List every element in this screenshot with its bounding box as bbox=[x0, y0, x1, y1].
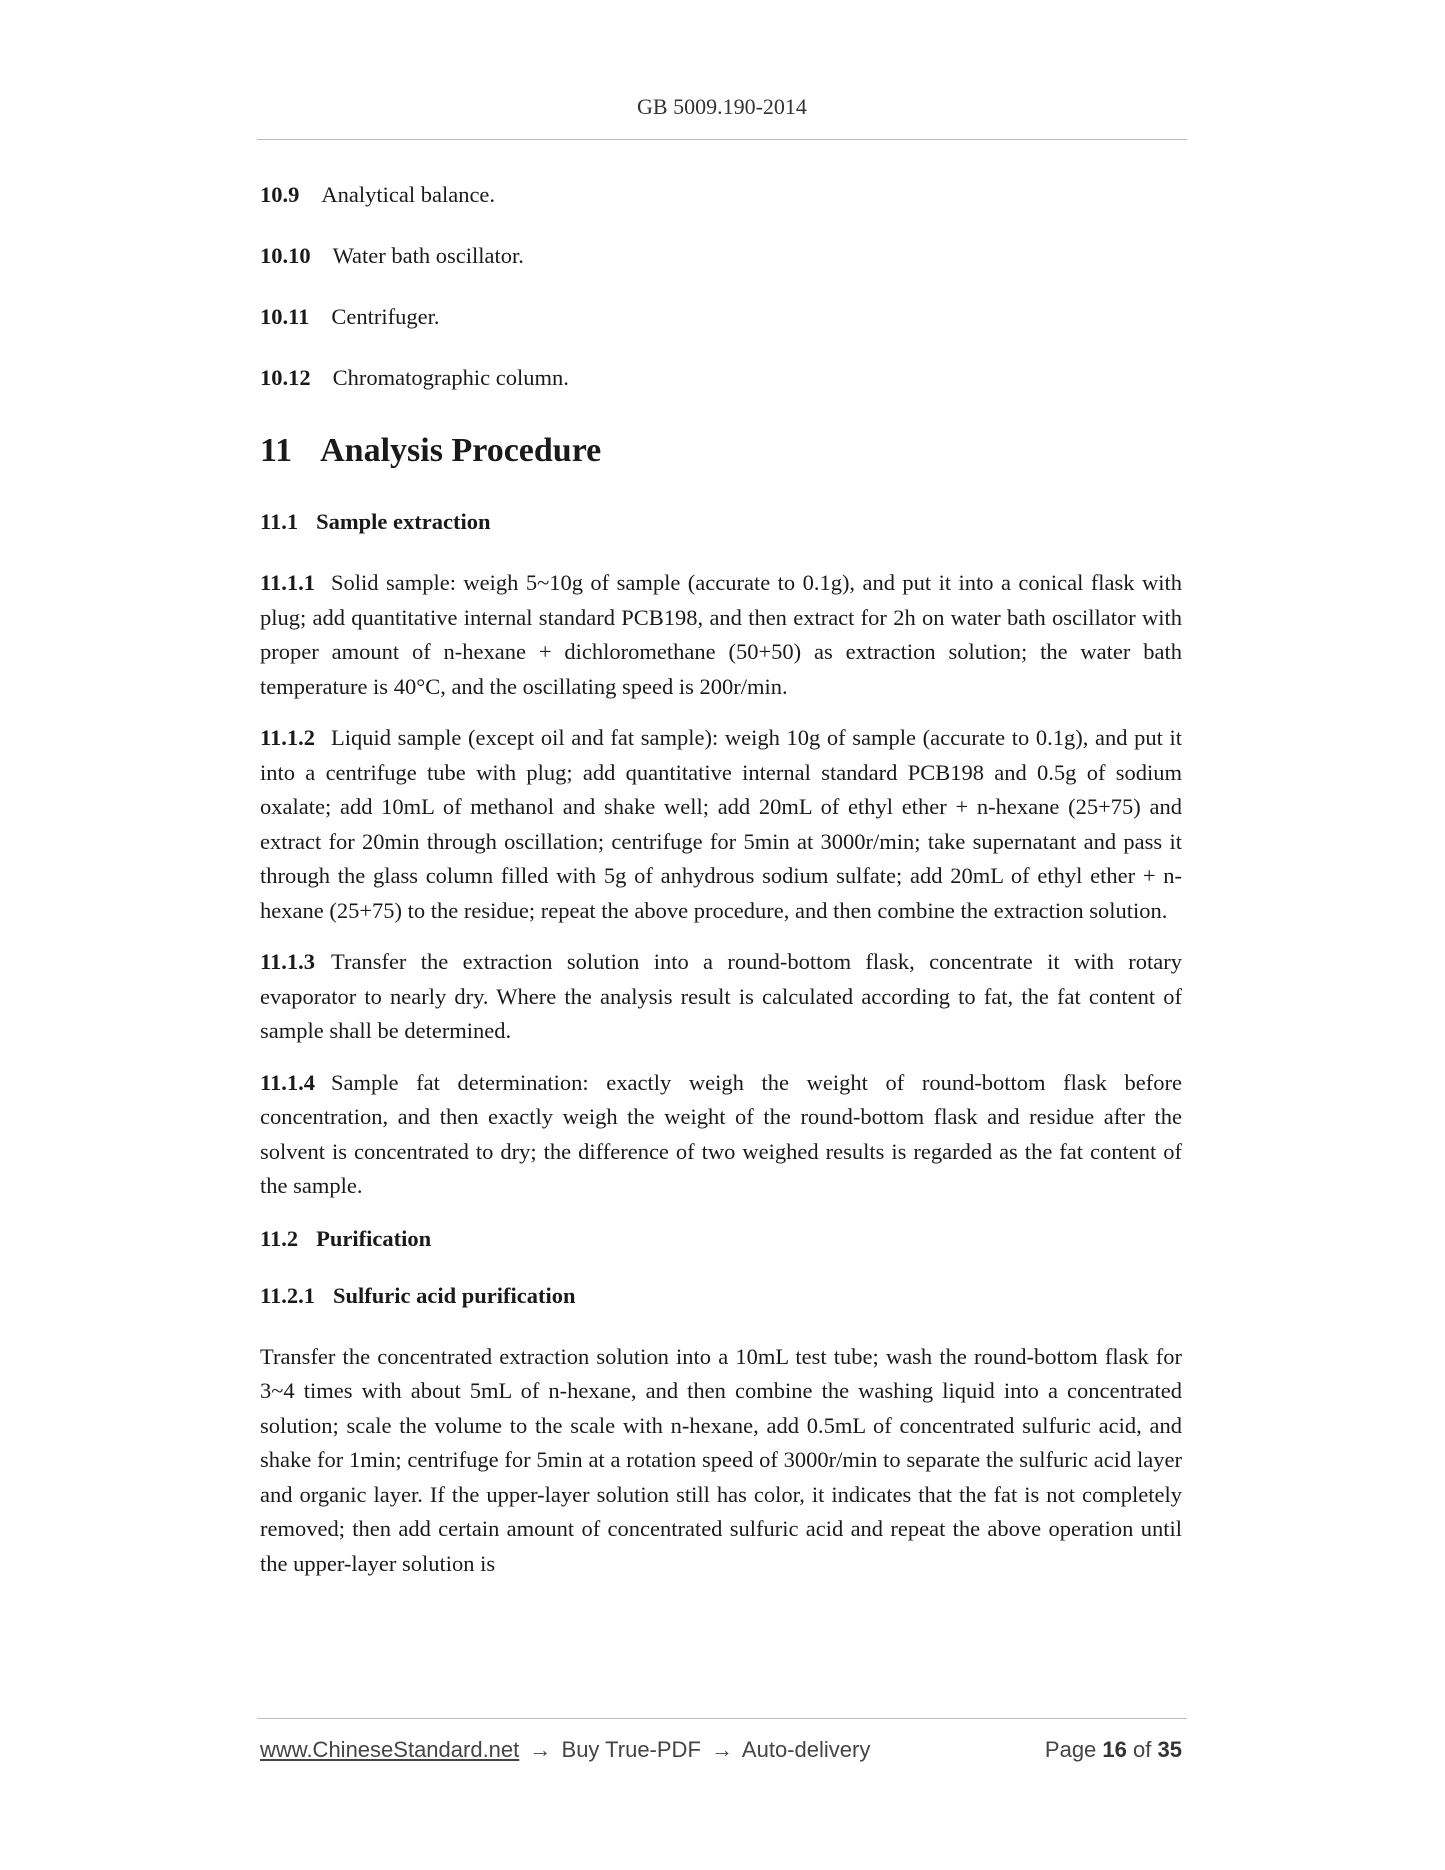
list-item-10-12 bbox=[260, 365, 1182, 391]
paragraph-text: Transfer the extraction solution into a round-bottom flask, concentrate it with rotary evaporator to nearly dry. Where the analysis result is calculated according to fat, the fat content of sample shall be determined. bbox=[260, 949, 1182, 1043]
paragraph-number: 11.1.1 bbox=[260, 570, 316, 595]
arrow-right-icon: → bbox=[711, 1737, 734, 1762]
subsection-title: Sample extraction bbox=[316, 509, 491, 534]
page-label: Page bbox=[1044, 1737, 1097, 1762]
header-divider bbox=[257, 139, 1187, 140]
section-title: Analysis Procedure bbox=[320, 432, 602, 469]
paragraph-number: 11.1.3 bbox=[260, 949, 316, 974]
item-number: 10.12 bbox=[260, 365, 311, 390]
page-total: 35 bbox=[1157, 1737, 1182, 1762]
page-footer bbox=[260, 1737, 1182, 1763]
subsection-heading-11-2 bbox=[260, 1226, 1182, 1252]
subsection-heading-11-2-1 bbox=[260, 1283, 1182, 1309]
list-item-10-9 bbox=[260, 182, 1182, 208]
paragraph-text: Sample fat determination: exactly weigh the weight of round-bottom flask before concentration, and then exactly weigh the weight of the round-bottom flask and residue after the solvent is concentrated to dry; the difference of two weighed results is regarded as the fat content of the sample. bbox=[260, 1069, 1182, 1198]
paragraph-text: Transfer the concentrated extraction solution into a 10mL test tube; wash the round-bottom flask for 3~4 times with about 5mL of n-hexane, and then combine the washing liquid into a concentrated solution; scale the volume to the scale with n-hexane, add 0.5mL of concentrated sulfuric acid, and shake for 1min; centrifuge for 5min at a rotation speed of 3000r/min to separate the sulfuric acid layer and organic layer. If the upper-layer solution still has color, it indicates that the fat is not completely removed; then add certain amount of concentrated sulfuric acid and repeat the above operation until the upper-layer solution is bbox=[260, 1343, 1182, 1576]
subsection-number: 11.2.1 bbox=[260, 1282, 316, 1308]
paragraph-11-1-4 bbox=[260, 1066, 1182, 1204]
paragraph-text: Solid sample: weigh 5~10g of sample (accurate to 0.1g), and put it into a conical flask with plug; add quantitative internal standard PCB198, and then extract for 2h on water bath oscillator with proper amount of n-hexane + dichloromethane (50+50) as extraction solution; the water bath temperature is 40°C, and the oscillating speed is 200r/min. bbox=[260, 570, 1182, 699]
paragraph-number: 11.1.2 bbox=[260, 725, 316, 750]
page-number: 16 bbox=[1102, 1737, 1127, 1762]
paragraph-number: 11.1.4 bbox=[260, 1069, 316, 1095]
list-item-10-11 bbox=[260, 304, 1182, 330]
subsection-number: 11.1 bbox=[260, 509, 299, 534]
subsection-number: 11.2 bbox=[260, 1225, 299, 1251]
arrow-right-icon: → bbox=[529, 1737, 552, 1762]
list-item-10-10 bbox=[260, 243, 1182, 269]
page-header-title: GB 5009.190-2014 bbox=[637, 94, 807, 119]
subsection-title: Sulfuric acid purification bbox=[333, 1282, 576, 1308]
document-body bbox=[260, 182, 1182, 1598]
item-number: 10.11 bbox=[260, 304, 310, 329]
paragraph-text: Liquid sample (except oil and fat sample): weigh 10g of sample (accurate to 0.1g), and put it into a centrifuge tube with plug; add quantitative internal standard PCB198 and 0.5g of sodium oxalate; add 10mL of methanol and shake well; add 20mL of ethyl ether + n-hexane (25+75) and extract for 20min through oscillation; centrifuge for 5min at 3000r/min; take supernatant and pass it through the glass column filled with 5g of anhydrous sodium sulfate; add 20mL of ethyl ether + n-hexane (25+75) to the residue; repeat the above procedure, and then combine the extraction solution. bbox=[260, 725, 1182, 923]
paragraph-11-2-1 bbox=[260, 1340, 1182, 1582]
section-number: 11 bbox=[260, 432, 293, 469]
website-link[interactable]: www.ChineseStandard.net bbox=[260, 1737, 520, 1762]
page-indicator bbox=[1045, 1737, 1182, 1763]
paragraph-11-1-2 bbox=[260, 721, 1182, 928]
subsection-heading-11-1 bbox=[260, 509, 1182, 535]
item-text: Water bath oscillator. bbox=[332, 243, 524, 268]
subsection-title: Purification bbox=[316, 1225, 432, 1251]
of-label: of bbox=[1133, 1737, 1152, 1762]
footer-divider bbox=[257, 1718, 1187, 1719]
paragraph-11-1-1 bbox=[260, 566, 1182, 704]
buy-pdf-text: Buy True-PDF bbox=[561, 1737, 701, 1762]
item-text: Chromatographic column. bbox=[332, 365, 569, 390]
footer-links bbox=[260, 1737, 870, 1763]
item-text: Analytical balance. bbox=[321, 182, 496, 207]
paragraph-11-1-3 bbox=[260, 945, 1182, 1049]
item-number: 10.9 bbox=[260, 182, 300, 207]
item-number: 10.10 bbox=[260, 243, 311, 268]
item-text: Centrifuger. bbox=[331, 304, 440, 329]
auto-delivery-text: Auto-delivery bbox=[741, 1737, 871, 1762]
section-heading-11 bbox=[260, 431, 1182, 471]
